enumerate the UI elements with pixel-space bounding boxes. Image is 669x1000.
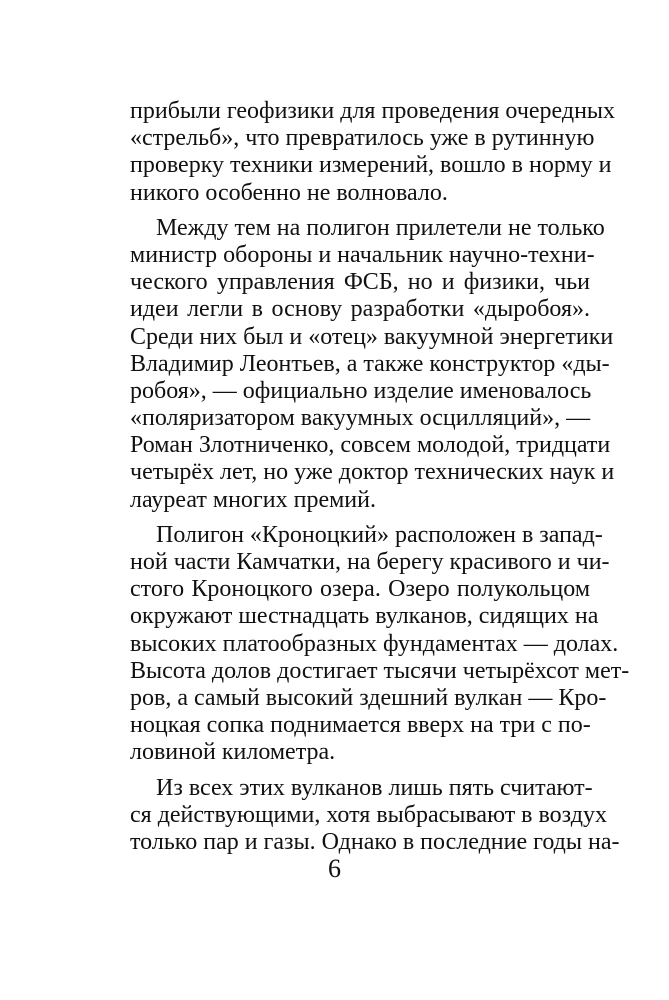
text-line: робоя», — официально изделие именовалось [130, 377, 592, 404]
text-line: только пар и газы. Однако в последние годы на- [130, 828, 620, 855]
paragraph-3 [130, 521, 630, 767]
text-line: ноцкая сопка поднимается вверх на три с по- [130, 712, 591, 739]
text-line: лауреат многих премий. [130, 486, 376, 513]
text-line: Между тем на полигон прилетели не только [156, 214, 605, 241]
text-line: никого особенно не волновало. [130, 179, 448, 206]
text-line: прибыли геофизики для проведения очередных [130, 98, 616, 124]
text-line: Владимир Леонтьев, а также конструктор «ды- [130, 350, 610, 377]
text-line: «поляризатором вакуумных осцилляций», — [130, 405, 591, 432]
text-line: министр обороны и начальник научно-техни- [130, 241, 595, 268]
paragraph-2 [130, 214, 615, 514]
text-line: Роман Злотниченко, совсем молодой, тридцати [130, 432, 611, 459]
text-line: Из всех этих вулканов лишь пять считают- [156, 774, 593, 801]
text-line: окружают шестнадцать вулканов, сидящих на [130, 603, 599, 630]
text-line: стого Кроноцкого озера. Озеро полукольцом [130, 576, 590, 603]
text-line: проверку техники измерений, вошло в норму и [130, 152, 612, 179]
text-line: ся действующими, хотя выбрасывают в воздух [130, 801, 607, 828]
text-line: Среди них был и «отец» вакуумной энергетики [130, 323, 614, 350]
text-line: идеи легли в основу разработки «дыробоя». [130, 296, 590, 323]
text-line: ловиной километра. [130, 739, 336, 766]
text-line: ров, а самый высокий здешний вулкан — Кро- [130, 684, 607, 711]
text-line: ной части Камчатки, на берегу красивого и чи- [130, 549, 610, 575]
text-line: Полигон «Кроноцкий» расположен в запад- [156, 521, 603, 548]
text-line: четырёх лет, но уже доктор технических наук и [130, 459, 615, 486]
text-line: «стрельб», что превратилось уже в рутинную [130, 125, 595, 152]
paragraph-4 [130, 774, 620, 857]
text-line: высоких платообразных фундаментах — долах. [130, 630, 619, 657]
paragraph-1 [130, 98, 616, 207]
body-text [130, 98, 630, 864]
text-line: Высота долов достигает тысячи четырёхсот мет- [130, 657, 630, 684]
page-number: 6 [328, 854, 341, 883]
text-line: ческого управления ФСБ, но и физики, чьи [130, 269, 590, 296]
